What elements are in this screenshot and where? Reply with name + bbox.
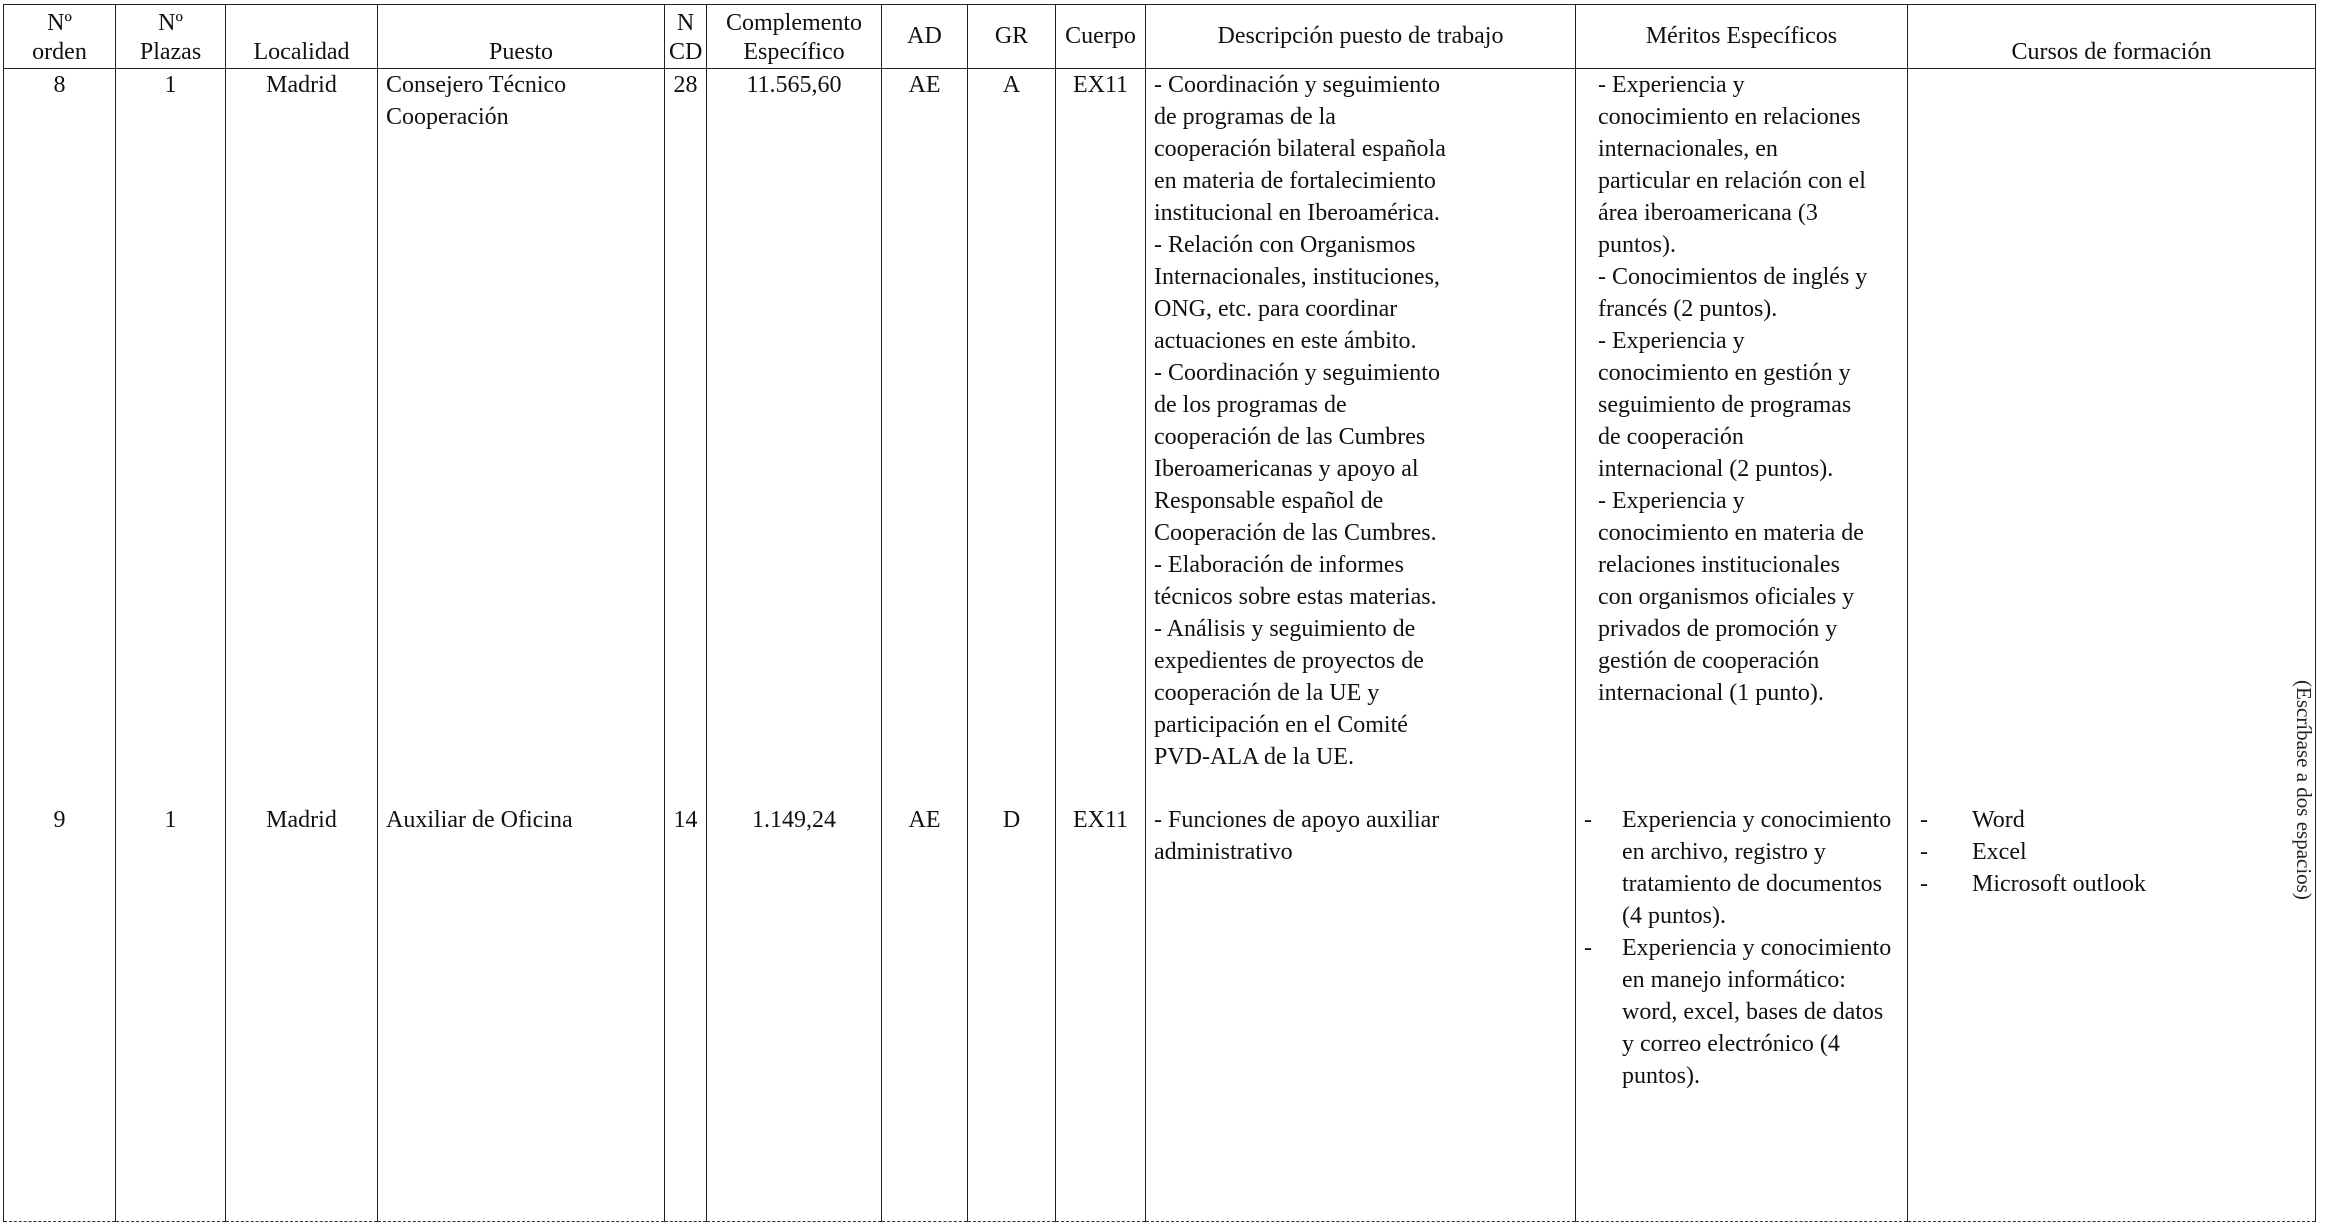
merit-line: gestión de cooperación bbox=[1598, 648, 1820, 674]
cell-ad: AE bbox=[882, 69, 968, 804]
bullet-dash: - bbox=[1920, 838, 1928, 865]
description-line: Responsable español de bbox=[1154, 488, 1384, 514]
merit-line: internacionales, en bbox=[1598, 136, 1778, 162]
description-line: participación en el Comité bbox=[1154, 712, 1408, 738]
cell-meritos bbox=[1576, 804, 1908, 1222]
header-orden: Nº orden bbox=[4, 5, 116, 69]
description-line: administrativo bbox=[1154, 838, 1293, 865]
merit-line: relaciones institucionales bbox=[1598, 552, 1840, 578]
description-line: de los programas de bbox=[1154, 392, 1347, 418]
table-row bbox=[4, 804, 2316, 1222]
merit-line: de cooperación bbox=[1598, 424, 1744, 450]
description-line: - Relación con Organismos bbox=[1154, 232, 1416, 258]
cell-ad: AE bbox=[882, 804, 968, 1222]
description-line: actuaciones en este ámbito. bbox=[1154, 328, 1417, 354]
course-item bbox=[1920, 868, 2307, 900]
description-line: cooperación bilateral española bbox=[1154, 136, 1446, 162]
description-line: expedientes de proyectos de bbox=[1154, 648, 1424, 674]
cell-cursos bbox=[1908, 804, 2316, 1222]
cell-puesto: Consejero Técnico Cooperación bbox=[378, 69, 665, 804]
cell-orden: 8 bbox=[4, 69, 116, 804]
bullet-dash: - bbox=[1584, 806, 1592, 833]
cell-gr: D bbox=[968, 804, 1056, 1222]
course-item bbox=[1920, 804, 2307, 836]
merit-bullet bbox=[1584, 804, 1899, 932]
merit-line: conocimiento en gestión y bbox=[1598, 360, 1851, 386]
cell-descripcion bbox=[1146, 804, 1576, 1222]
merit-line: word, excel, bases de datos bbox=[1622, 998, 1884, 1025]
merit-line: internacional (2 puntos). bbox=[1598, 456, 1834, 482]
description-line: - Análisis y seguimiento de bbox=[1154, 616, 1416, 642]
description-line: Iberoamericanas y apoyo al bbox=[1154, 456, 1419, 482]
description-line: de programas de la bbox=[1154, 104, 1336, 130]
description-line: Cooperación de las Cumbres. bbox=[1154, 520, 1437, 546]
description-line: Internacionales, instituciones, bbox=[1154, 264, 1440, 290]
cell-cuerpo: EX11 bbox=[1056, 69, 1146, 804]
merit-line: con organismos oficiales y bbox=[1598, 584, 1855, 610]
header-cuerpo: Cuerpo bbox=[1056, 5, 1146, 69]
header-localidad: Localidad bbox=[226, 5, 378, 69]
bullet-dash: - bbox=[1584, 934, 1592, 961]
description-line: técnicos sobre estas materias. bbox=[1154, 584, 1437, 610]
header-descripcion: Descripción puesto de trabajo bbox=[1146, 5, 1576, 69]
merit-line: - Conocimientos de inglés y bbox=[1598, 264, 1868, 290]
merit-line: - Experiencia y bbox=[1598, 328, 1745, 354]
cell-plazas: 1 bbox=[116, 69, 226, 804]
cell-ncd: 28 bbox=[665, 69, 707, 804]
header-row bbox=[4, 5, 2316, 69]
merit-line: puntos). bbox=[1598, 232, 1676, 258]
course-item bbox=[1920, 836, 2307, 868]
cell-meritos bbox=[1576, 69, 1908, 804]
merit-line: - Experiencia y bbox=[1598, 488, 1745, 514]
description-line: ONG, etc. para coordinar bbox=[1154, 296, 1398, 322]
job-positions-table bbox=[3, 4, 2316, 1222]
bullet-dash: - bbox=[1920, 806, 1928, 833]
merit-line: tratamiento de documentos bbox=[1622, 870, 1882, 897]
merit-line: - Experiencia y bbox=[1598, 72, 1745, 98]
cell-gr: A bbox=[968, 69, 1056, 804]
cell-puesto: Auxiliar de Oficina bbox=[378, 804, 665, 1222]
cell-ncd: 14 bbox=[665, 804, 707, 1222]
merit-line: en manejo informático: bbox=[1622, 966, 1846, 993]
header-complemento: Complemento Específico bbox=[707, 5, 882, 69]
description-line: - Elaboración de informes bbox=[1154, 552, 1404, 578]
merit-line: puntos). bbox=[1622, 1062, 1700, 1089]
merit-line: Experiencia y conocimiento bbox=[1622, 934, 1892, 961]
header-gr: GR bbox=[968, 5, 1056, 69]
margin-note: (Escríbase a dos espacios) bbox=[2292, 680, 2316, 900]
description-line: cooperación de las Cumbres bbox=[1154, 424, 1426, 450]
merit-line: (4 puntos). bbox=[1622, 902, 1726, 929]
description-line: cooperación de la UE y bbox=[1154, 680, 1380, 706]
cell-cuerpo: EX11 bbox=[1056, 804, 1146, 1222]
merit-line: conocimiento en relaciones bbox=[1598, 104, 1861, 130]
course-name: Excel bbox=[1972, 838, 2027, 865]
description-line: - Funciones de apoyo auxiliar bbox=[1154, 806, 1440, 833]
description-line: - Coordinación y seguimiento bbox=[1154, 360, 1440, 386]
cell-descripcion bbox=[1146, 69, 1576, 804]
header-cursos: Cursos de formación bbox=[1908, 5, 2316, 69]
header-ad: AD bbox=[882, 5, 968, 69]
merit-bullet bbox=[1584, 932, 1899, 1092]
description-line: - Coordinación y seguimiento bbox=[1154, 72, 1440, 98]
course-name: Microsoft outlook bbox=[1972, 870, 2146, 897]
cell-complemento: 1.149,24 bbox=[707, 804, 882, 1222]
cell-orden: 9 bbox=[4, 804, 116, 1222]
header-puesto: Puesto bbox=[378, 5, 665, 69]
cell-plazas: 1 bbox=[116, 804, 226, 1222]
bullet-dash: - bbox=[1920, 870, 1928, 897]
table-row bbox=[4, 69, 2316, 804]
description-line: en materia de fortalecimiento bbox=[1154, 168, 1436, 194]
cell-localidad: Madrid bbox=[226, 804, 378, 1222]
description-line: PVD-ALA de la UE. bbox=[1154, 744, 1354, 770]
cell-complemento: 11.565,60 bbox=[707, 69, 882, 804]
header-plazas: Nº Plazas bbox=[116, 5, 226, 69]
merit-line: Experiencia y conocimiento bbox=[1622, 806, 1892, 833]
header-meritos: Méritos Específicos bbox=[1576, 5, 1908, 69]
merit-line: conocimiento en materia de bbox=[1598, 520, 1864, 546]
merit-line: y correo electrónico (4 bbox=[1622, 1030, 1840, 1057]
merit-line: seguimiento de programas bbox=[1598, 392, 1852, 418]
description-line: institucional en Iberoamérica. bbox=[1154, 200, 1440, 226]
merit-line: área iberoamericana (3 bbox=[1598, 200, 1818, 226]
merit-line: internacional (1 punto). bbox=[1598, 680, 1824, 706]
merit-line: particular en relación con el bbox=[1598, 168, 1866, 194]
merit-line: privados de promoción y bbox=[1598, 616, 1838, 642]
merit-line: en archivo, registro y bbox=[1622, 838, 1826, 865]
merit-line: francés (2 puntos). bbox=[1598, 296, 1778, 322]
cell-localidad: Madrid bbox=[226, 69, 378, 804]
cell-cursos bbox=[1908, 69, 2316, 804]
header-ncd: N CD bbox=[665, 5, 707, 69]
course-name: Word bbox=[1972, 806, 2025, 833]
